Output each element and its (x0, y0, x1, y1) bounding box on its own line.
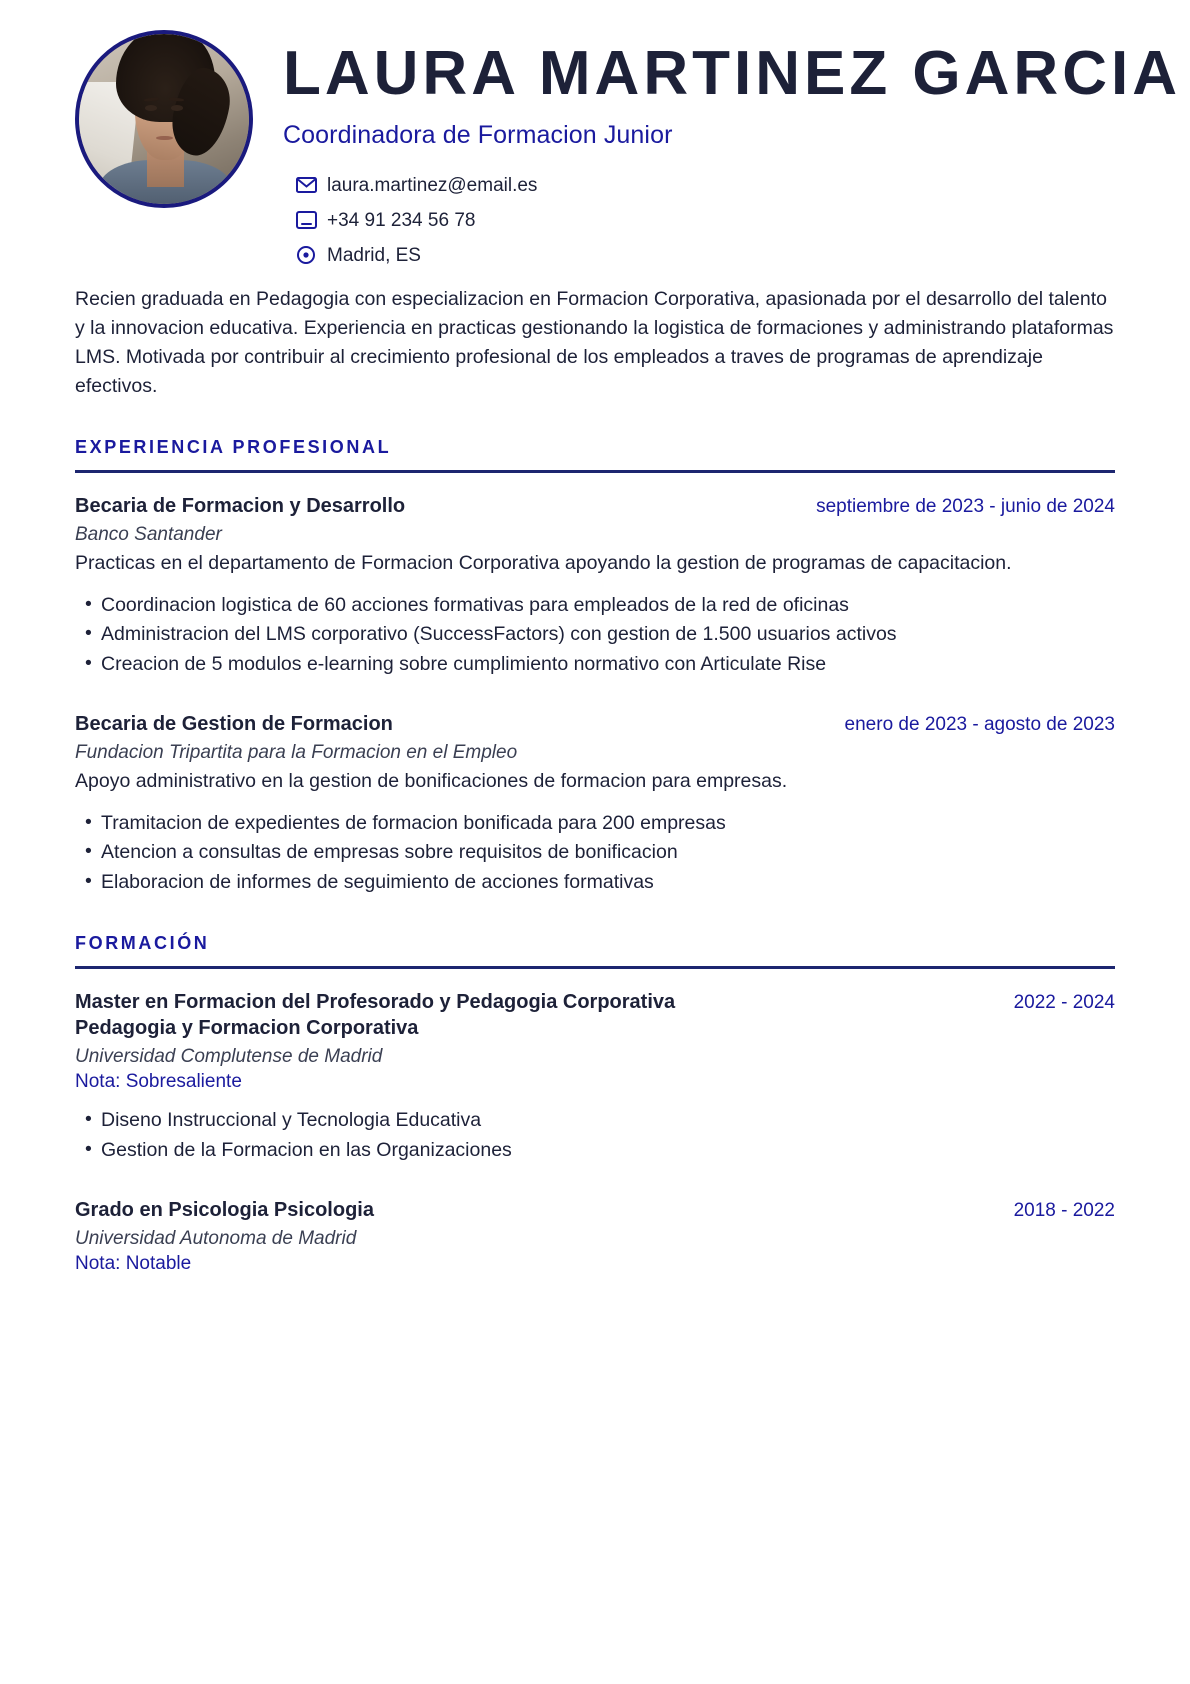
section-education (75, 933, 1115, 1276)
location-pin-icon (295, 244, 317, 266)
list-item: • Atencion a consultas de empresas sobre requisitos de bonificacion (85, 839, 1115, 867)
section-divider (75, 966, 1115, 969)
list-item: • Administracion del LMS corporativo (SuccessFactors) con gestion de 1.500 usuarios activos (85, 621, 1115, 649)
experience-description: Apoyo administrativo en la gestion de bonificaciones de formacion para empresas. (75, 770, 788, 793)
page-title: LAURA MARTINEZ GARCIA (283, 39, 1181, 108)
professional-summary: Recien graduada en Pedagogia con especializacion en Formacion Corporativa, apasionada por el desarrollo del talento y la innovacion educativa. Experiencia en practicas gestionando la logistica de formaciones y administrando plataformas LMS. Motivada por contribuir al crecimiento profesional de los empleados a traves de programas de aprendizaje efectivos. (75, 288, 1114, 397)
experience-organization: Banco Santander (75, 523, 222, 545)
resume-body (0, 285, 1190, 1275)
education-date: 2018 - 2022 (1013, 1199, 1115, 1221)
education-entry-header (75, 989, 1115, 1015)
resume-header (0, 0, 1190, 279)
experience-entry-header (75, 711, 1115, 737)
contact-phone[interactable] (295, 209, 1190, 231)
experience-entry (75, 711, 1115, 897)
contact-email[interactable] (295, 174, 1190, 196)
section-title-education: FORMACIÓN (75, 932, 210, 953)
profile-photo-icon (79, 34, 249, 204)
experience-description: Practicas en el departamento de Formacion Corporativa apoyando la gestion de programas de capacitacion. (75, 552, 1012, 575)
phone-icon (295, 209, 317, 231)
education-date: 2022 - 2024 (1013, 991, 1115, 1013)
contact-email-value: laura.martinez@email.es (327, 174, 538, 196)
list-item: • Diseno Instruccional y Tecnologia Educativa (85, 1107, 1115, 1135)
contact-phone-value: +34 91 234 56 78 (327, 209, 476, 231)
education-entry (75, 989, 1115, 1165)
list-item: • Coordinacion logistica de 60 acciones formativas para empleados de la red de oficinas (85, 592, 1115, 620)
list-item: • Gestion de la Formacion en las Organizaciones (85, 1137, 1115, 1165)
list-item: • Elaboracion de informes de seguimiento de acciones formativas (85, 869, 1115, 897)
education-institution: Universidad Autonoma de Madrid (75, 1227, 357, 1249)
experience-role: Becaria de Formacion y Desarrollo (75, 494, 406, 517)
education-bullets (75, 1107, 1115, 1164)
section-divider (75, 470, 1115, 473)
contact-location[interactable] (295, 244, 1190, 266)
education-institution: Universidad Complutense de Madrid (75, 1045, 383, 1067)
list-item: • Creacion de 5 modulos e-learning sobre cumplimiento normativo con Articulate Rise (85, 651, 1115, 679)
experience-bullets (75, 810, 1115, 897)
experience-date: septiembre de 2023 - junio de 2024 (816, 495, 1115, 517)
job-title: Coordinadora de Formacion Junior (283, 121, 673, 150)
experience-entry (75, 493, 1115, 679)
contact-list (295, 174, 1190, 266)
header-text-block (255, 26, 1190, 279)
experience-organization: Fundacion Tripartita para la Formacion en el Empleo (75, 741, 518, 763)
education-grade: Nota: Sobresaliente (75, 1071, 242, 1093)
education-entry (75, 1197, 1115, 1276)
education-entry-header (75, 1197, 1115, 1223)
contact-location-value: Madrid, ES (327, 244, 421, 266)
avatar-container (75, 30, 255, 208)
section-title-experience: EXPERIENCIA PROFESIONAL (75, 436, 392, 457)
experience-date: enero de 2023 - agosto de 2023 (844, 713, 1115, 735)
envelope-icon (295, 174, 317, 196)
experience-entry-header (75, 493, 1115, 519)
section-experience (75, 437, 1115, 897)
education-field: Pedagogia y Formacion Corporativa (75, 1016, 419, 1039)
education-grade: Nota: Notable (75, 1253, 192, 1275)
education-degree: Grado en Psicologia Psicologia (75, 1198, 374, 1221)
list-item: • Tramitacion de expedientes de formacion bonificada para 200 empresas (85, 810, 1115, 838)
experience-role: Becaria de Gestion de Formacion (75, 712, 393, 735)
avatar (75, 30, 253, 208)
experience-bullets (75, 592, 1115, 679)
education-degree: Master en Formacion del Profesorado y Pedagogia Corporativa (75, 990, 676, 1013)
